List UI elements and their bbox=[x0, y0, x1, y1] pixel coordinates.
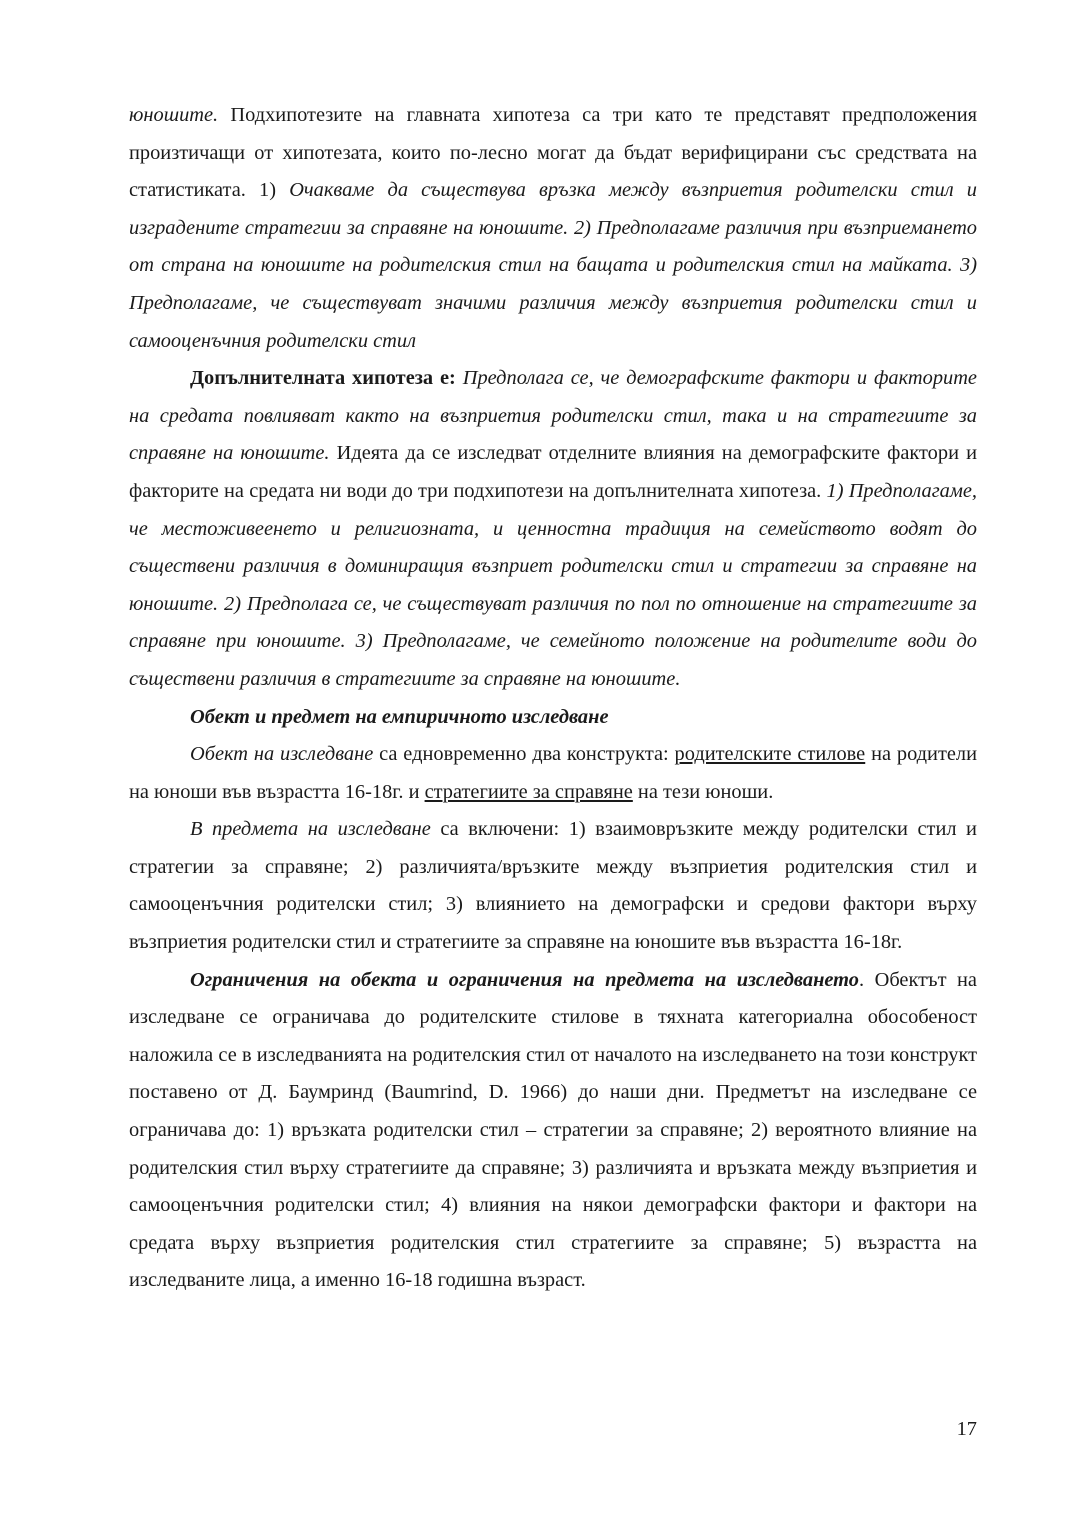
text-regular: са включени: 1) взаимовръзките между родителски стил и стратегии за справяне; 2) различията/връзките между възприетия родителския стил и самооценъчния родителски стил; 3) влиянието на демографски и средови фактори върху възприетия родителски стил и стратегиите за справяне на юношите във възрастта 16-18г. bbox=[129, 818, 977, 954]
text-italic: В предмета на изследване bbox=[190, 818, 431, 841]
document-page bbox=[129, 97, 977, 1300]
text-regular: Подхипотезите на главната хипотеза са три като те представят предположения произтичащи от хипотезата, които по-лесно могат да бъдат верифицирани със средствата на статистиката. 1) bbox=[129, 104, 977, 202]
paragraph-additional-hypothesis bbox=[129, 360, 977, 698]
text-regular: са едновременно два конструкта: bbox=[373, 743, 675, 766]
text-italic: Обект на изследване bbox=[190, 743, 374, 766]
text-regular: на родители на юноши във възрастта 16-18г. и bbox=[129, 743, 978, 803]
label-bold-italic: Ограничения на обекта и ограничения на предмета на изследването bbox=[190, 968, 859, 991]
text-underlined: стратегиите за справяне bbox=[424, 780, 633, 803]
text-regular: Идеята да се изследват отделните влияния на демографските фактори и факторите на средата ни води до три подхипотези на допълнителната хипотеза. bbox=[129, 442, 977, 502]
section-heading: Обект и предмет на емпиричното изследване bbox=[190, 705, 609, 728]
text-regular: . Обектът на изследване се ограничава до родителските стилове в тяхната категориална обособеност наложила се в изследванията на родителския стил от началото на изследването на този конструкт поставено от Д. Баумринд (Baumrind, D. 1966) до наши дни. Предметът на изследване се ограничава до: 1) връзката родителски стил – стратегии за справяне; 2) вероятното влияние на родителския стил върху стратегиите да справяне; 3) различията и връзката между възприетия и самооценъчния родителски стил; 4) влияния на някои демографски фактори и фактори на средата върху възприетия родителския стил стратегиите за справяне; 5) възрастта на изследваните лица, а именно 16-18 годишна възраст. bbox=[129, 968, 977, 1292]
text-italic: 1) Предполагаме, че местоживеенето и религиозната, и ценностна традиция на семейството водят до съществени различия в доминиращия възприет родителски стил и стратегии за справяне на юношите. 2) Предполага се, че съществуват различия по пол по отношение на стратегиите за справяне при юношите. 3) Предполагаме, че семейното положение на родителите води до съществени различия в стратегиите за справяне на юношите. bbox=[129, 479, 978, 690]
paragraph-subject bbox=[129, 811, 977, 961]
text-italic: Предполага се, че демографските фактори и факторите на средата повлияват както на възприетия родителски стил, така и на стратегиите за справяне на юношите. bbox=[129, 367, 977, 465]
text-regular: на тези юноши. bbox=[632, 780, 774, 803]
text-italic: юношите. bbox=[129, 104, 219, 126]
page-number: 17 bbox=[956, 1418, 977, 1440]
paragraph-subhypotheses bbox=[129, 97, 977, 360]
text-underlined: родителските стилове bbox=[674, 743, 866, 766]
text-italic: Очакваме да съществува връзка между възприетия родителски стил и изградените стратегии за справяне на юношите. 2) Предполагаме различия при възприемането от страна на юношите на родителския стил на бащата и родителския стил на майката. 3) Предполагаме, че съществуват значими различия между възприетия родителски стил и самооценъчния родителски стил bbox=[129, 179, 978, 352]
paragraph-limitations bbox=[129, 962, 977, 1300]
label-bold: Допълнителната хипотеза е: bbox=[190, 367, 456, 390]
paragraph-object bbox=[129, 736, 977, 811]
